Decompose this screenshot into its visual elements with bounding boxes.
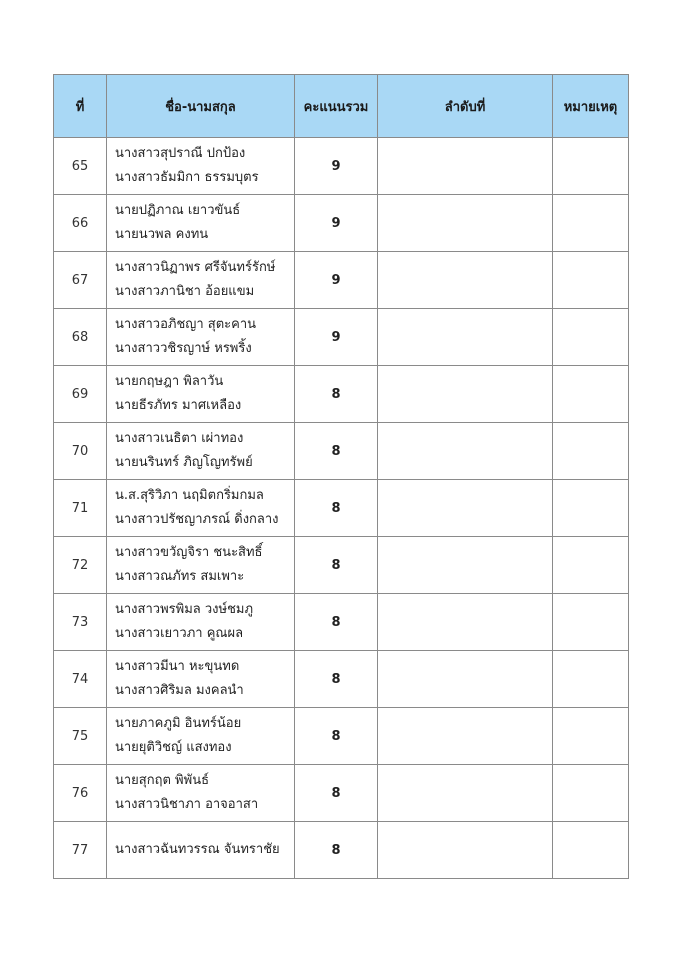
note-cell bbox=[553, 537, 629, 594]
total-score: 9 bbox=[295, 309, 378, 366]
table-row bbox=[54, 480, 629, 537]
note-cell bbox=[553, 480, 629, 537]
student-name: นางสาวศิริมล มงคลนำ bbox=[115, 683, 244, 698]
table-row bbox=[54, 309, 629, 366]
note-cell bbox=[553, 594, 629, 651]
table-row bbox=[54, 822, 629, 879]
table-row bbox=[54, 195, 629, 252]
names-cell bbox=[107, 651, 295, 708]
total-score: 8 bbox=[295, 822, 378, 879]
total-score: 9 bbox=[295, 252, 378, 309]
student-name: นางสาวธัมมิกา ธรรมบุตร bbox=[115, 170, 259, 185]
names-cell bbox=[107, 480, 295, 537]
student-name: นายนวพล คงทน bbox=[115, 227, 209, 242]
student-name: นางสาวเยาวภา คูณผล bbox=[115, 626, 244, 641]
total-score: 8 bbox=[295, 651, 378, 708]
student-name: นายธีรภัทร มาศเหลือง bbox=[115, 398, 242, 413]
rank-cell bbox=[378, 822, 553, 879]
rank-cell bbox=[378, 252, 553, 309]
rank-cell bbox=[378, 138, 553, 195]
names-cell bbox=[107, 309, 295, 366]
note-cell bbox=[553, 765, 629, 822]
names-cell bbox=[107, 366, 295, 423]
rank-cell bbox=[378, 765, 553, 822]
header-row bbox=[54, 75, 629, 138]
row-number: 77 bbox=[54, 822, 107, 879]
student-name: นางสาวมีนา หะขุนทด bbox=[115, 659, 240, 674]
total-score: 8 bbox=[295, 594, 378, 651]
table-row bbox=[54, 651, 629, 708]
note-cell bbox=[553, 822, 629, 879]
table-row bbox=[54, 765, 629, 822]
total-score: 8 bbox=[295, 480, 378, 537]
row-number: 75 bbox=[54, 708, 107, 765]
student-name: นางสาววชิรญาษ์ หรพริ้ง bbox=[115, 341, 252, 356]
table-row bbox=[54, 423, 629, 480]
rank-cell bbox=[378, 480, 553, 537]
student-name: นายสุกฤต พิพันธ์ bbox=[115, 773, 210, 788]
row-number: 70 bbox=[54, 423, 107, 480]
rank-cell bbox=[378, 195, 553, 252]
note-cell bbox=[553, 138, 629, 195]
table-row bbox=[54, 708, 629, 765]
table-row bbox=[54, 594, 629, 651]
table-row bbox=[54, 537, 629, 594]
names-cell bbox=[107, 195, 295, 252]
row-number: 68 bbox=[54, 309, 107, 366]
student-name: นายนรินทร์ ภิญโญทรัพย์ bbox=[115, 455, 253, 470]
student-name: นางสาวขวัญจิรา ชนะสิทธิ์ bbox=[115, 545, 263, 560]
row-number: 65 bbox=[54, 138, 107, 195]
student-name: นางสาวพรพิมล วงษ์ชมภู bbox=[115, 602, 254, 617]
total-score: 8 bbox=[295, 366, 378, 423]
student-name: นางสาวภานิชา อ้อยแขม bbox=[115, 284, 255, 299]
rank-cell bbox=[378, 309, 553, 366]
student-name: น.ส.สุริวิภา นฤมิตกริ่มกมล bbox=[115, 488, 264, 503]
rank-cell bbox=[378, 423, 553, 480]
names-cell bbox=[107, 138, 295, 195]
table-row bbox=[54, 252, 629, 309]
row-number: 71 bbox=[54, 480, 107, 537]
names-cell bbox=[107, 708, 295, 765]
names-cell bbox=[107, 537, 295, 594]
student-name: นางสาวนิฏาพร ศรีจันทร์รักษ์ bbox=[115, 260, 276, 275]
note-cell bbox=[553, 309, 629, 366]
names-cell bbox=[107, 765, 295, 822]
rank-cell bbox=[378, 366, 553, 423]
total-score: 8 bbox=[295, 708, 378, 765]
student-name: นางสาวสุปราณี ปกป้อง bbox=[115, 146, 246, 161]
note-cell bbox=[553, 708, 629, 765]
row-number: 73 bbox=[54, 594, 107, 651]
student-name: นางสาวฉันทวรรณ จันทราชัย bbox=[115, 842, 280, 857]
note-cell bbox=[553, 252, 629, 309]
row-number: 74 bbox=[54, 651, 107, 708]
total-score: 9 bbox=[295, 195, 378, 252]
table-row bbox=[54, 138, 629, 195]
row-number: 76 bbox=[54, 765, 107, 822]
note-cell bbox=[553, 423, 629, 480]
note-cell bbox=[553, 651, 629, 708]
row-number: 67 bbox=[54, 252, 107, 309]
total-score: 9 bbox=[295, 138, 378, 195]
total-score: 8 bbox=[295, 537, 378, 594]
header-no: ที่ bbox=[54, 75, 107, 138]
table-row bbox=[54, 366, 629, 423]
rank-cell bbox=[378, 594, 553, 651]
row-number: 69 bbox=[54, 366, 107, 423]
student-name: นางสาวปรัชญาภรณ์ ดิ่งกลาง bbox=[115, 512, 279, 527]
rank-cell bbox=[378, 651, 553, 708]
note-cell bbox=[553, 195, 629, 252]
header-note: หมายเหตุ bbox=[553, 75, 629, 138]
names-cell bbox=[107, 594, 295, 651]
student-name: นางสาวนิชาภา อาจอาสา bbox=[115, 797, 259, 812]
rank-cell bbox=[378, 708, 553, 765]
student-name: นายปฏิภาณ เยาวขันธ์ bbox=[115, 203, 241, 218]
names-cell bbox=[107, 822, 295, 879]
student-name: นายยุติวิชญ์ แสงทอง bbox=[115, 740, 232, 755]
note-cell bbox=[553, 366, 629, 423]
student-name: นางสาวเนธิตา เผ่าทอง bbox=[115, 431, 244, 446]
results-table bbox=[53, 74, 629, 879]
header-rank: ลำดับที่ bbox=[378, 75, 553, 138]
student-name: นายกฤษฎา พิลาวัน bbox=[115, 374, 224, 389]
total-score: 8 bbox=[295, 765, 378, 822]
header-name: ชื่อ-นามสกุล bbox=[107, 75, 295, 138]
row-number: 72 bbox=[54, 537, 107, 594]
rank-cell bbox=[378, 537, 553, 594]
table-body bbox=[54, 138, 629, 879]
total-score: 8 bbox=[295, 423, 378, 480]
row-number: 66 bbox=[54, 195, 107, 252]
names-cell bbox=[107, 423, 295, 480]
student-name: นายภาคภูมิ อินทร์น้อย bbox=[115, 716, 242, 731]
header-score: คะแนนรวม bbox=[295, 75, 378, 138]
student-name: นางสาวอภิชญา สุตะคาน bbox=[115, 317, 257, 332]
student-name: นางสาวณภัทร สมเพาะ bbox=[115, 569, 245, 584]
names-cell bbox=[107, 252, 295, 309]
